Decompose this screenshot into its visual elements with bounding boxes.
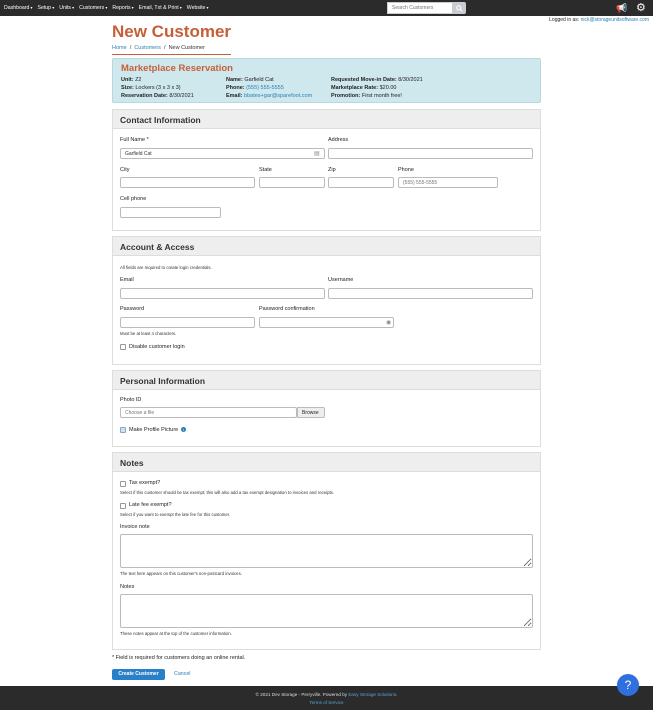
- phone-input[interactable]: [398, 177, 498, 188]
- breadcrumb-separator: /: [128, 45, 133, 51]
- marketplace-title: Marketplace Reservation: [121, 63, 233, 74]
- breadcrumb: [112, 45, 205, 51]
- city-label: City: [120, 167, 130, 173]
- disable-login-checkbox[interactable]: [120, 344, 126, 350]
- search-icon: [456, 5, 463, 12]
- page-title: New Customer: [112, 22, 232, 41]
- email-label: Email:: [226, 93, 243, 99]
- question-icon: ?: [624, 678, 632, 692]
- notes-hint: These notes appear at the top of the customer information.: [120, 631, 232, 636]
- footer-ess-link[interactable]: Easy Storage Solutions: [348, 692, 397, 697]
- search-button[interactable]: [453, 2, 466, 14]
- password-label: Password: [120, 306, 145, 312]
- marketplace-col-unit: [121, 76, 194, 100]
- promotion-value: First month free!: [361, 93, 402, 99]
- cancel-link[interactable]: Cancel: [174, 671, 191, 677]
- account-note: All fields are required to create login credentials.: [120, 265, 212, 270]
- main-menu: [4, 0, 214, 16]
- email-label: Email: [120, 277, 134, 283]
- logged-in-info: [549, 17, 649, 23]
- top-navbar: [0, 0, 653, 16]
- marketplace-col-contact: [226, 76, 312, 100]
- reservation-date-label: Reservation Date:: [121, 93, 168, 99]
- password-confirm-input[interactable]: [259, 317, 394, 328]
- breadcrumb-home[interactable]: Home: [112, 45, 127, 51]
- disable-login-label: Disable customer login: [129, 344, 185, 350]
- nav-setup[interactable]: Setup ▾: [38, 5, 55, 11]
- logged-in-label: Logged in as:: [549, 17, 580, 23]
- notes-header: Notes: [113, 453, 540, 472]
- gear-icon[interactable]: ⚙: [636, 2, 646, 14]
- address-label: Address: [328, 137, 349, 143]
- reservation-date-value: 8/30/2021: [169, 93, 194, 99]
- nav-customers[interactable]: Customers ▾: [79, 5, 107, 11]
- promotion-label: Promotion:: [331, 93, 361, 99]
- invoice-note-hint: The text here appears on this customer's non-postcard invoices.: [120, 571, 242, 576]
- browse-button[interactable]: Browse: [297, 407, 325, 418]
- phone-label: Phone:: [226, 85, 245, 91]
- rate-value: $20.00: [379, 85, 397, 91]
- breadcrumb-separator: /: [162, 45, 168, 51]
- nav-units[interactable]: Units ▾: [59, 5, 74, 11]
- tax-exempt-hint: Select if this customer should be tax exempt; this will also add a tax exempt designation to invoices and receipts.: [120, 490, 335, 495]
- email-input[interactable]: [120, 288, 325, 299]
- required-note: * Field is required for customers doing an online rental.: [112, 655, 246, 661]
- info-icon[interactable]: i: [181, 427, 186, 432]
- footer-copyright: © 2021 Dev Storage - Perryville. Powered by: [255, 692, 348, 697]
- move-in-value: 8/30/2021: [398, 77, 423, 83]
- eye-icon[interactable]: ◉: [386, 320, 392, 326]
- address-input[interactable]: [328, 148, 533, 159]
- cell-phone-label: Cell phone: [120, 196, 147, 202]
- breadcrumb-customers[interactable]: Customers: [134, 45, 161, 51]
- nav-email-txt-print[interactable]: Email, Txt & Print ▾: [139, 5, 182, 11]
- contact-card-icon: ▤: [314, 151, 320, 157]
- nav-website[interactable]: Website ▾: [187, 5, 209, 11]
- full-name-label: Full Name *: [120, 137, 149, 143]
- nav-dashboard[interactable]: Dashboard ▾: [4, 5, 33, 11]
- username-input[interactable]: [328, 288, 533, 299]
- unit-label: Unit:: [121, 77, 134, 83]
- profile-picture-label: Make Profile Picture: [129, 427, 179, 433]
- invoice-note-textarea[interactable]: [120, 534, 533, 568]
- file-input[interactable]: [120, 407, 297, 418]
- personal-header: Personal Information: [113, 371, 540, 390]
- late-fee-checkbox[interactable]: [120, 503, 126, 509]
- move-in-label: Requested Move-in Date:: [331, 77, 397, 83]
- rate-label: Marketplace Rate:: [331, 85, 379, 91]
- tax-exempt-label: Tax exempt?: [129, 480, 161, 486]
- profile-picture-checkbox[interactable]: [120, 427, 126, 433]
- zip-input[interactable]: [328, 177, 394, 188]
- email-link[interactable]: bbates+gar@sparefoot.com: [244, 93, 313, 99]
- account-section: [112, 236, 541, 365]
- breadcrumb-underline: [112, 54, 231, 55]
- state-input[interactable]: [259, 177, 325, 188]
- phone-label: Phone: [398, 167, 414, 173]
- username-label: Username: [328, 277, 354, 283]
- size-label: Size:: [121, 85, 134, 91]
- photo-id-label: Photo ID: [120, 397, 142, 403]
- late-fee-label: Late fee exempt?: [129, 502, 172, 508]
- invoice-note-label: Invoice note: [120, 524, 150, 530]
- footer: © 2021 Dev Storage - Perryville. Powered by Easy Storage Solutions. Terms of Service: [0, 686, 653, 710]
- breadcrumb-current: New Customer: [168, 45, 205, 51]
- marketplace-col-rental: [331, 76, 423, 100]
- megaphone-icon[interactable]: 📢: [616, 3, 628, 13]
- password-hint: Must be at least 4 characters.: [120, 331, 177, 336]
- contact-section: [112, 109, 541, 231]
- full-name-input[interactable]: [120, 148, 325, 159]
- footer-terms-link[interactable]: Terms of Service: [309, 700, 344, 705]
- password-confirm-label: Password confirmation: [259, 306, 315, 312]
- user-email-link[interactable]: nick@storageunitsoftware.com: [580, 17, 649, 23]
- marketplace-panel: [112, 58, 541, 103]
- account-header: Account & Access: [113, 237, 540, 256]
- unit-value: Z2: [135, 77, 142, 83]
- late-fee-hint: Select if you want to exempt the late fee for this customer.: [120, 512, 231, 517]
- personal-section: [112, 370, 541, 447]
- notes-textarea[interactable]: [120, 594, 533, 628]
- password-input[interactable]: [120, 317, 255, 328]
- zip-label: Zip: [328, 167, 336, 173]
- size-value: Lockers (3 x 3 x 3): [135, 85, 181, 91]
- tax-exempt-checkbox[interactable]: [120, 481, 126, 487]
- city-input[interactable]: [120, 177, 255, 188]
- phone-link[interactable]: (555) 555-5555: [246, 85, 284, 91]
- nav-reports[interactable]: Reports ▾: [112, 5, 133, 11]
- help-button[interactable]: [617, 674, 639, 696]
- cell-phone-input[interactable]: [120, 207, 221, 218]
- search-input[interactable]: [387, 2, 453, 14]
- state-label: State: [259, 167, 272, 173]
- notes-section: [112, 452, 541, 650]
- name-value: Garfield Cat: [244, 77, 274, 83]
- contact-header: Contact Information: [113, 110, 540, 129]
- create-customer-button[interactable]: Create Customer: [112, 669, 165, 680]
- notes-label: Notes: [120, 584, 135, 590]
- name-label: Name:: [226, 77, 243, 83]
